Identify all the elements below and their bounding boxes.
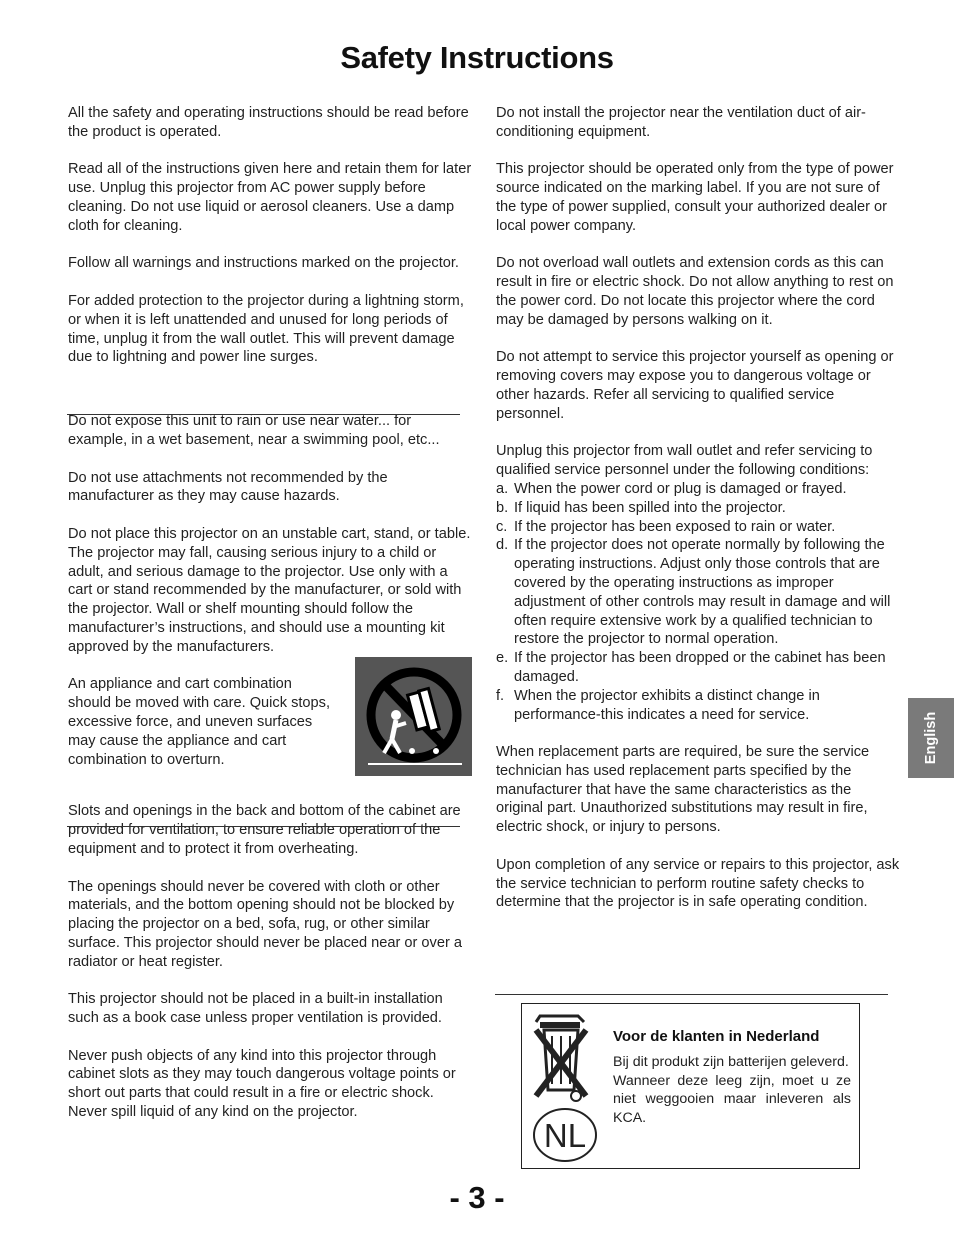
notice-heading: Voor de klanten in Nederland: [613, 1028, 820, 1045]
paragraph: Read all of the instructions given here and retain them for later use. Unplug this projector from AC power supply before cleaning. Do not use liquid or aerosol cleaners. Use a damp cloth for cleaning.: [68, 161, 472, 234]
language-tab: [908, 698, 954, 778]
paragraph: All the safety and operating instructions should be read before the product is operated.: [68, 105, 469, 140]
list-item: a. When the power cord or plug is damaged or frayed.: [496, 480, 847, 497]
list-item: b. If liquid has been spilled into the projector.: [496, 499, 786, 516]
paragraph: Follow all warnings and instructions marked on the projector.: [68, 255, 459, 272]
page-title: Safety Instructions: [340, 40, 614, 75]
paragraph: Do not expose this unit to rain or use near water... for example, in a wet basement, near a swimming pool, etc...: [68, 413, 440, 448]
list-item: e. If the projector has been dropped or the cabinet has been damaged.: [496, 650, 886, 685]
list-item: d. If the projector does not operate normally by following the operating instructions. Adjust only those controls that are covered by the operating instructions as improper adjustment of other controls may result in damage and will often require extensive work by a qualified technician to restore the projector to normal operation.: [496, 537, 891, 648]
paragraph: Never push objects of any kind into this projector through cabinet slots as they may touch dangerous voltage points or short out parts that could result in a fire or electric shock. Never spill liquid of any kind on the projector.: [68, 1047, 456, 1121]
section-divider: [67, 414, 460, 415]
paragraph: Do not use attachments not recommended by the manufacturer as they may cause hazards.: [68, 469, 388, 505]
notice-body: [613, 1053, 851, 1127]
section-divider: [67, 826, 460, 827]
paragraph: When replacement parts are required, be sure the service technician has used replacement parts specified by the manufacturer that have the same characteristics as the original part. Unauthorized substitutions may result in fire, electric shock, or injury to persons.: [496, 744, 870, 836]
left-column: [68, 104, 472, 1141]
paragraph: This projector should not be placed in a built-in installation such as a book case unless proper ventilation is provided.: [68, 991, 443, 1027]
cart-warning-section: [68, 675, 472, 776]
paragraph: Do not overload wall outlets and extension cords as this can result in fire or electric shock. Do not allow anything to rest on the power cord. Do not locate this projector where the cord may be damaged by persons walking on it.: [496, 255, 894, 328]
paragraph: For added protection to the projector during a lightning storm, or when it is left unattended and unused for long periods of time, unplug it from the wall outlet. This will prevent damage due to lightning and power line surges.: [68, 292, 464, 366]
nl-mark-icon: [532, 1107, 598, 1163]
language-tab-label: English: [923, 711, 939, 765]
page-number: - 3 -: [449, 1180, 505, 1215]
section-divider: [495, 994, 888, 995]
paragraph: Upon completion of any service or repairs to this projector, ask the service technician to perform routine safety checks to determine that the projector is in safe operating condition.: [496, 856, 900, 911]
service-intro: Unplug this projector from wall outlet and refer servicing to qualified service personnel under the following conditions:: [496, 443, 873, 479]
svg-text:NL: NL: [543, 1117, 587, 1154]
list-item: c. If the projector has been exposed to rain or water.: [496, 518, 836, 535]
notice-line: Wanneer deze leeg zijn, moet u ze niet weggooien maar inleveren als KCA.: [613, 1072, 851, 1126]
paragraph: This projector should be operated only from the type of power source indicated on the marking label. If you are not sure of the type of power supplied, consult your authorized dealer or local power company.: [496, 161, 894, 234]
crossed-out-bin-icon: [530, 1012, 592, 1102]
cart-tipover-warning-icon: [355, 657, 472, 776]
paragraph: The openings should never be covered with cloth or other materials, and the bottom opening should not be blocked by placing the projector on a bed, sofa, rug, or other similar surface. This projector should never be placed near or over a radiator or heat register.: [68, 878, 462, 970]
cart-warning-text: An appliance and cart combination should be moved with care. Quick stops, excessive force, and uneven surfaces may cause the appliance and cart combination to overturn.: [68, 676, 331, 768]
service-conditions-list: [496, 480, 900, 724]
paragraph: Slots and openings in the back and bottom of the cabinet are provided for ventilation, to ensure reliable operation of the equipment and to protect it from overheating.: [68, 803, 461, 857]
notice-line: Bij dit produkt zijn batterijen geleverd.: [613, 1054, 849, 1070]
paragraph: Do not install the projector near the ventilation duct of air-conditioning equipment.: [496, 105, 866, 140]
right-column: [496, 104, 900, 931]
battery-notice-box: [521, 1003, 860, 1169]
list-item: f. When the projector exhibits a distinct change in performance-this indicates a need for service.: [496, 687, 820, 723]
paragraph: Do not place this projector on an unstable cart, stand, or table. The projector may fall, causing serious injury to a child or adult, and serious damage to the projector. Use only with a cart or stand recommended by the manufacturer, or sold with the projector. Wall or shelf mounting should follow the manufacturer’s instructions, and should use a mounting kit approved by the manufacturers.: [68, 525, 471, 655]
paragraph: Do not attempt to service this projector yourself as opening or removing covers may expose you to dangerous voltage or other hazards. Refer all servicing to qualified service personnel.: [496, 349, 894, 422]
